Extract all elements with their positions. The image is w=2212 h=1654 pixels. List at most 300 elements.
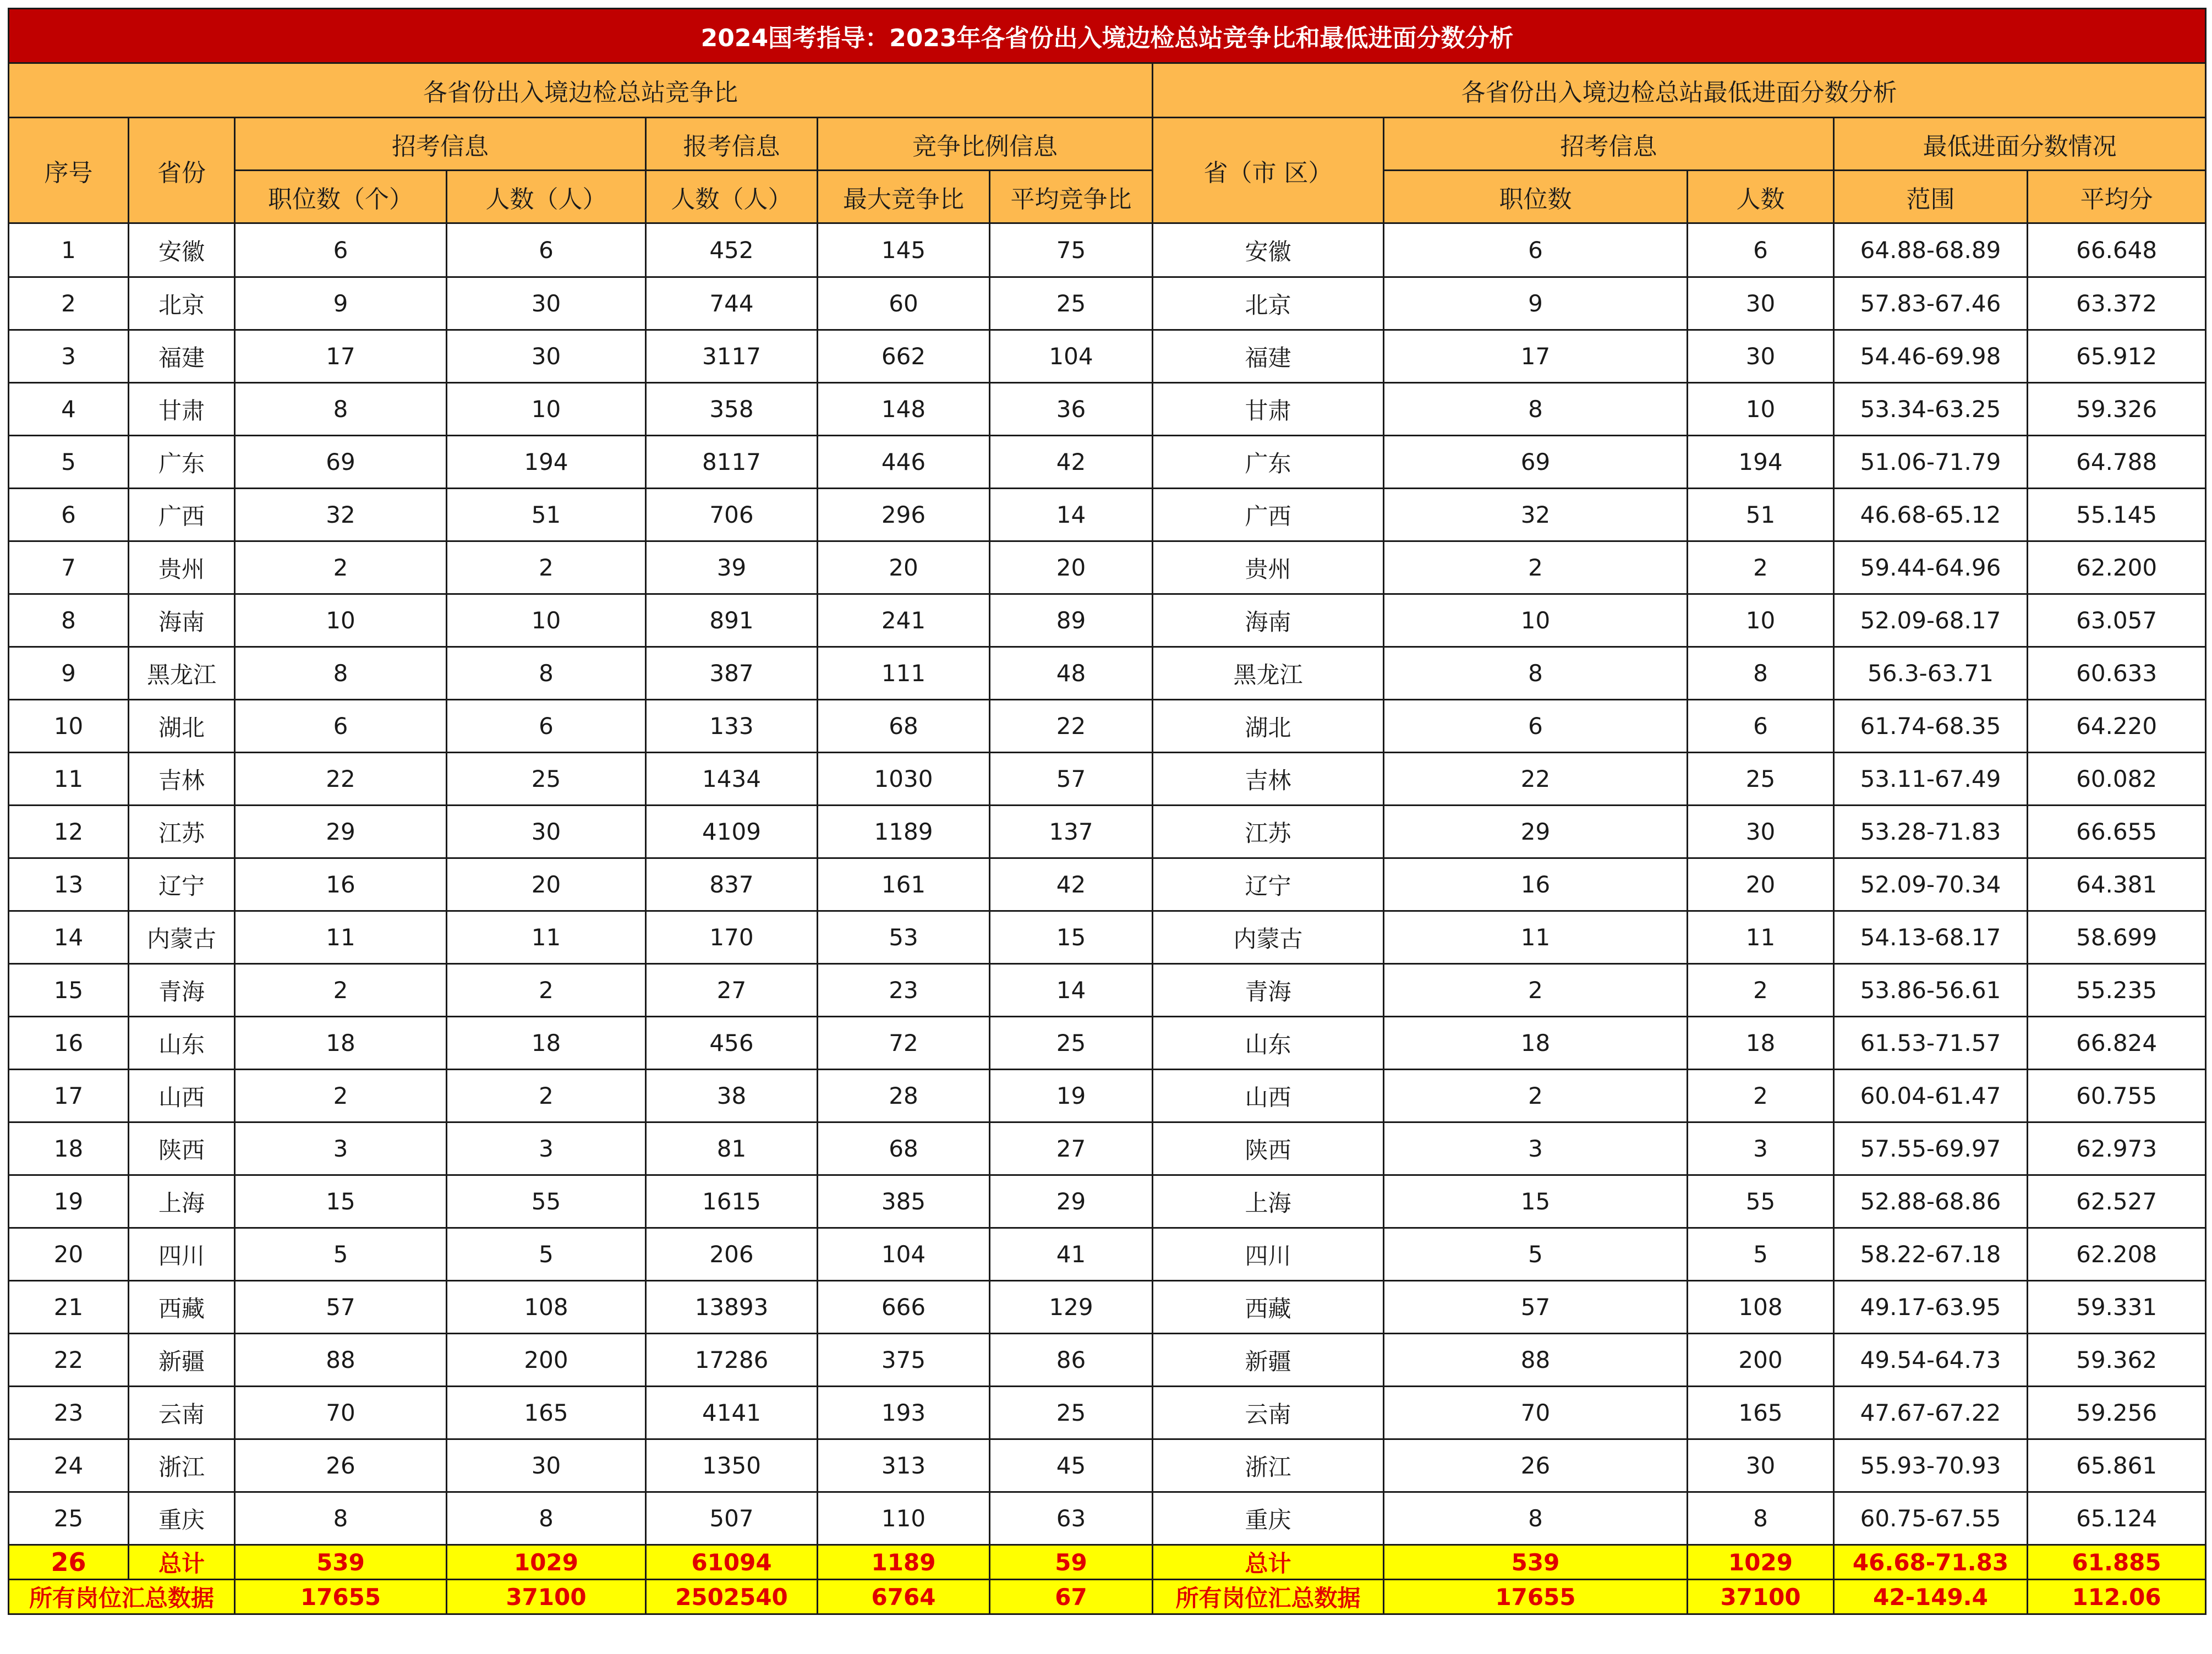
cell-positions: 18 <box>235 1017 447 1070</box>
cell-province-right: 山东 <box>1153 1017 1384 1070</box>
col-range-header: 范围 <box>1834 171 2028 223</box>
all-positions-label: 所有岗位汇总数据 <box>9 1580 235 1614</box>
total-row <box>9 1545 2206 1580</box>
cell-positions: 2 <box>235 1070 447 1122</box>
col-applicants-header: 人数（人） <box>646 171 818 223</box>
cell-applicants: 81 <box>646 1122 818 1175</box>
cell-positions: 70 <box>235 1387 447 1439</box>
table-row <box>9 806 2206 858</box>
cell-range: 57.83-67.46 <box>1834 277 2028 330</box>
cell-positions: 8 <box>235 383 447 436</box>
total-range: 46.68-71.83 <box>1834 1545 2028 1580</box>
cell-province: 福建 <box>129 330 235 383</box>
cell-seq: 6 <box>9 489 129 541</box>
cell-seq: 24 <box>9 1439 129 1492</box>
cell-applicants: 358 <box>646 383 818 436</box>
cell-avg-score: 60.082 <box>2028 753 2206 806</box>
cell-positions: 10 <box>235 594 447 647</box>
col-max-ratio-header: 最大竞争比 <box>818 171 990 223</box>
cell-positions: 11 <box>235 911 447 964</box>
cell-avg-score: 59.326 <box>2028 383 2206 436</box>
cell-people-right: 6 <box>1688 700 1834 753</box>
cell-positions-right: 8 <box>1384 383 1688 436</box>
col-province-city-header: 省（市 区） <box>1153 118 1384 223</box>
cell-province: 海南 <box>129 594 235 647</box>
cell-people-right: 2 <box>1688 541 1834 594</box>
cell-positions-right: 11 <box>1384 911 1688 964</box>
cell-province-right: 湖北 <box>1153 700 1384 753</box>
cell-max-ratio: 296 <box>818 489 990 541</box>
cell-province: 新疆 <box>129 1334 235 1387</box>
cell-province-right: 安徽 <box>1153 223 1384 277</box>
cell-max-ratio: 68 <box>818 700 990 753</box>
table-row <box>9 489 2206 541</box>
table-row <box>9 1122 2206 1175</box>
cell-avg-ratio: 41 <box>990 1228 1153 1281</box>
all-positions-max-ratio: 6764 <box>818 1580 990 1614</box>
total-applicants: 61094 <box>646 1545 818 1580</box>
cell-positions: 2 <box>235 964 447 1017</box>
cell-avg-ratio: 42 <box>990 858 1153 911</box>
apply-info-header: 报考信息 <box>646 118 818 171</box>
cell-applicants: 8117 <box>646 436 818 489</box>
cell-province: 甘肃 <box>129 383 235 436</box>
cell-avg-score: 55.235 <box>2028 964 2206 1017</box>
total-label: 总计 <box>129 1545 235 1580</box>
cell-range: 52.88-68.86 <box>1834 1175 2028 1228</box>
col-positions-header: 职位数（个） <box>235 171 447 223</box>
cell-avg-score: 65.912 <box>2028 330 2206 383</box>
cell-seq: 11 <box>9 753 129 806</box>
cell-seq: 15 <box>9 964 129 1017</box>
table-row <box>9 1387 2206 1439</box>
cell-avg-ratio: 14 <box>990 964 1153 1017</box>
all-positions-positions-right: 17655 <box>1384 1580 1688 1614</box>
cell-people-right: 30 <box>1688 330 1834 383</box>
cell-people-right: 25 <box>1688 753 1834 806</box>
cell-people: 108 <box>447 1281 646 1334</box>
cell-max-ratio: 1030 <box>818 753 990 806</box>
cell-applicants: 1350 <box>646 1439 818 1492</box>
cell-max-ratio: 60 <box>818 277 990 330</box>
cell-people-right: 8 <box>1688 647 1834 700</box>
cell-province-right: 广东 <box>1153 436 1384 489</box>
cell-positions-right: 2 <box>1384 541 1688 594</box>
cell-range: 61.74-68.35 <box>1834 700 2028 753</box>
cell-province: 重庆 <box>129 1492 235 1545</box>
cell-avg-ratio: 20 <box>990 541 1153 594</box>
cell-max-ratio: 28 <box>818 1070 990 1122</box>
cell-avg-score: 64.220 <box>2028 700 2206 753</box>
cell-people-right: 55 <box>1688 1175 1834 1228</box>
page-title: 2024国考指导：2023年各省份出入境边检总站竞争比和最低进面分数分析 <box>9 9 2206 63</box>
cell-max-ratio: 72 <box>818 1017 990 1070</box>
table-row <box>9 330 2206 383</box>
cell-range: 53.28-71.83 <box>1834 806 2028 858</box>
cell-seq: 12 <box>9 806 129 858</box>
cell-people: 10 <box>447 383 646 436</box>
cell-avg-ratio: 89 <box>990 594 1153 647</box>
cell-seq: 25 <box>9 1492 129 1545</box>
cell-positions-right: 88 <box>1384 1334 1688 1387</box>
cell-max-ratio: 1189 <box>818 806 990 858</box>
cell-province: 北京 <box>129 277 235 330</box>
cell-people-right: 30 <box>1688 806 1834 858</box>
col-seq-header: 序号 <box>9 118 129 223</box>
cell-avg-ratio: 36 <box>990 383 1153 436</box>
cell-province-right: 陕西 <box>1153 1122 1384 1175</box>
cell-people: 25 <box>447 753 646 806</box>
cell-avg-score: 60.755 <box>2028 1070 2206 1122</box>
cell-range: 52.09-70.34 <box>1834 858 2028 911</box>
cell-province-right: 福建 <box>1153 330 1384 383</box>
total-seq: 26 <box>9 1545 129 1580</box>
cell-people: 10 <box>447 594 646 647</box>
cell-avg-ratio: 19 <box>990 1070 1153 1122</box>
cell-province-right: 新疆 <box>1153 1334 1384 1387</box>
cell-seq: 22 <box>9 1334 129 1387</box>
cell-people-right: 11 <box>1688 911 1834 964</box>
cell-max-ratio: 68 <box>818 1122 990 1175</box>
all-positions-row <box>9 1580 2206 1614</box>
cell-range: 59.44-64.96 <box>1834 541 2028 594</box>
cell-applicants: 170 <box>646 911 818 964</box>
cell-applicants: 133 <box>646 700 818 753</box>
table-row <box>9 383 2206 436</box>
all-positions-positions: 17655 <box>235 1580 447 1614</box>
cell-province-right: 江苏 <box>1153 806 1384 858</box>
cell-province-right: 内蒙古 <box>1153 911 1384 964</box>
cell-avg-ratio: 57 <box>990 753 1153 806</box>
table-row <box>9 541 2206 594</box>
cell-avg-ratio: 27 <box>990 1122 1153 1175</box>
cell-people-right: 20 <box>1688 858 1834 911</box>
table-body <box>9 223 2206 1545</box>
cell-province-right: 上海 <box>1153 1175 1384 1228</box>
all-positions-people-right: 37100 <box>1688 1580 1834 1614</box>
cell-seq: 10 <box>9 700 129 753</box>
cell-people: 6 <box>447 223 646 277</box>
cell-people-right: 200 <box>1688 1334 1834 1387</box>
cell-seq: 16 <box>9 1017 129 1070</box>
cell-range: 47.67-67.22 <box>1834 1387 2028 1439</box>
cell-avg-score: 66.824 <box>2028 1017 2206 1070</box>
cell-people-right: 2 <box>1688 1070 1834 1122</box>
cell-people-right: 51 <box>1688 489 1834 541</box>
cell-positions-right: 29 <box>1384 806 1688 858</box>
total-max-ratio: 1189 <box>818 1545 990 1580</box>
cell-province: 四川 <box>129 1228 235 1281</box>
cell-province-right: 重庆 <box>1153 1492 1384 1545</box>
cell-avg-score: 58.699 <box>2028 911 2206 964</box>
cell-range: 49.54-64.73 <box>1834 1334 2028 1387</box>
cell-avg-ratio: 14 <box>990 489 1153 541</box>
cell-applicants: 3117 <box>646 330 818 383</box>
cell-avg-ratio: 104 <box>990 330 1153 383</box>
cell-avg-score: 60.633 <box>2028 647 2206 700</box>
cell-positions: 88 <box>235 1334 447 1387</box>
table-row <box>9 594 2206 647</box>
cell-avg-ratio: 25 <box>990 1017 1153 1070</box>
cell-province: 广东 <box>129 436 235 489</box>
cell-max-ratio: 145 <box>818 223 990 277</box>
table-row <box>9 223 2206 277</box>
cell-people-right: 8 <box>1688 1492 1834 1545</box>
cell-avg-ratio: 48 <box>990 647 1153 700</box>
all-positions-avg-ratio: 67 <box>990 1580 1153 1614</box>
cell-positions: 57 <box>235 1281 447 1334</box>
cell-people-right: 108 <box>1688 1281 1834 1334</box>
table-row <box>9 858 2206 911</box>
recruit-info-right-header: 招考信息 <box>1384 118 1834 171</box>
cell-applicants: 456 <box>646 1017 818 1070</box>
cell-avg-ratio: 15 <box>990 911 1153 964</box>
cell-province-right: 广西 <box>1153 489 1384 541</box>
cell-seq: 1 <box>9 223 129 277</box>
cell-province: 内蒙古 <box>129 911 235 964</box>
cell-range: 51.06-71.79 <box>1834 436 2028 489</box>
cell-positions: 22 <box>235 753 447 806</box>
cell-range: 53.86-56.61 <box>1834 964 2028 1017</box>
cell-seq: 4 <box>9 383 129 436</box>
cell-province-right: 山西 <box>1153 1070 1384 1122</box>
cell-people: 51 <box>447 489 646 541</box>
cell-province-right: 黑龙江 <box>1153 647 1384 700</box>
cell-people: 55 <box>447 1175 646 1228</box>
cell-positions-right: 57 <box>1384 1281 1688 1334</box>
cell-max-ratio: 385 <box>818 1175 990 1228</box>
cell-avg-score: 62.208 <box>2028 1228 2206 1281</box>
cell-positions-right: 9 <box>1384 277 1688 330</box>
cell-range: 46.68-65.12 <box>1834 489 2028 541</box>
cell-avg-ratio: 75 <box>990 223 1153 277</box>
cell-people-right: 2 <box>1688 964 1834 1017</box>
table-row <box>9 911 2206 964</box>
cell-province-right: 北京 <box>1153 277 1384 330</box>
table-row <box>9 436 2206 489</box>
cell-applicants: 1434 <box>646 753 818 806</box>
cell-positions-right: 2 <box>1384 1070 1688 1122</box>
table-row <box>9 1175 2206 1228</box>
total-avg-ratio: 59 <box>990 1545 1153 1580</box>
cell-province-right: 西藏 <box>1153 1281 1384 1334</box>
cell-positions-right: 18 <box>1384 1017 1688 1070</box>
cell-avg-score: 62.973 <box>2028 1122 2206 1175</box>
cell-range: 53.34-63.25 <box>1834 383 2028 436</box>
cell-seq: 18 <box>9 1122 129 1175</box>
cell-avg-score: 66.648 <box>2028 223 2206 277</box>
total-label-right: 总计 <box>1153 1545 1384 1580</box>
cell-avg-score: 55.145 <box>2028 489 2206 541</box>
cell-people: 8 <box>447 1492 646 1545</box>
cell-positions: 17 <box>235 330 447 383</box>
cell-seq: 3 <box>9 330 129 383</box>
cell-range: 56.3-63.71 <box>1834 647 2028 700</box>
cell-avg-ratio: 129 <box>990 1281 1153 1334</box>
col-people-right-header: 人数 <box>1688 171 1834 223</box>
cell-positions-right: 15 <box>1384 1175 1688 1228</box>
cell-positions-right: 6 <box>1384 223 1688 277</box>
total-people-right: 1029 <box>1688 1545 1834 1580</box>
cell-max-ratio: 193 <box>818 1387 990 1439</box>
cell-avg-score: 59.331 <box>2028 1281 2206 1334</box>
col-avg-ratio-header: 平均竞争比 <box>990 171 1153 223</box>
cell-people-right: 194 <box>1688 436 1834 489</box>
cell-avg-score: 64.788 <box>2028 436 2206 489</box>
cell-range: 54.13-68.17 <box>1834 911 2028 964</box>
cell-applicants: 206 <box>646 1228 818 1281</box>
cell-max-ratio: 23 <box>818 964 990 1017</box>
table-row <box>9 964 2206 1017</box>
spreadsheet <box>8 8 2205 1615</box>
cell-positions: 6 <box>235 223 447 277</box>
cell-people: 30 <box>447 806 646 858</box>
cell-avg-score: 66.655 <box>2028 806 2206 858</box>
cell-people-right: 6 <box>1688 223 1834 277</box>
cell-seq: 19 <box>9 1175 129 1228</box>
cell-avg-ratio: 137 <box>990 806 1153 858</box>
cell-avg-score: 62.527 <box>2028 1175 2206 1228</box>
cell-province: 江苏 <box>129 806 235 858</box>
cell-avg-ratio: 42 <box>990 436 1153 489</box>
cell-avg-ratio: 63 <box>990 1492 1153 1545</box>
cell-people-right: 3 <box>1688 1122 1834 1175</box>
cell-province-right: 青海 <box>1153 964 1384 1017</box>
right-section-header: 各省份出入境边检总站最低进面分数分析 <box>1153 63 2206 118</box>
cell-positions: 69 <box>235 436 447 489</box>
cell-people-right: 5 <box>1688 1228 1834 1281</box>
cell-people: 30 <box>447 277 646 330</box>
cell-province-right: 贵州 <box>1153 541 1384 594</box>
cell-avg-ratio: 86 <box>990 1334 1153 1387</box>
cell-avg-score: 65.124 <box>2028 1492 2206 1545</box>
cell-seq: 13 <box>9 858 129 911</box>
cell-max-ratio: 241 <box>818 594 990 647</box>
cell-province: 贵州 <box>129 541 235 594</box>
cell-seq: 2 <box>9 277 129 330</box>
cell-positions: 2 <box>235 541 447 594</box>
cell-positions-right: 69 <box>1384 436 1688 489</box>
cell-province: 黑龙江 <box>129 647 235 700</box>
cell-max-ratio: 104 <box>818 1228 990 1281</box>
cell-positions-right: 10 <box>1384 594 1688 647</box>
cell-range: 57.55-69.97 <box>1834 1122 2028 1175</box>
cell-applicants: 891 <box>646 594 818 647</box>
cell-applicants: 452 <box>646 223 818 277</box>
cell-range: 58.22-67.18 <box>1834 1228 2028 1281</box>
cell-positions-right: 70 <box>1384 1387 1688 1439</box>
data-table <box>8 8 2206 1615</box>
cell-people-right: 165 <box>1688 1387 1834 1439</box>
cell-applicants: 744 <box>646 277 818 330</box>
cell-people-right: 10 <box>1688 383 1834 436</box>
col-people-header: 人数（人） <box>447 171 646 223</box>
cell-positions: 32 <box>235 489 447 541</box>
cell-avg-ratio: 25 <box>990 277 1153 330</box>
cell-applicants: 507 <box>646 1492 818 1545</box>
cell-range: 52.09-68.17 <box>1834 594 2028 647</box>
cell-applicants: 17286 <box>646 1334 818 1387</box>
cell-positions: 26 <box>235 1439 447 1492</box>
cell-avg-score: 63.372 <box>2028 277 2206 330</box>
cell-province-right: 吉林 <box>1153 753 1384 806</box>
cell-people: 194 <box>447 436 646 489</box>
cell-people-right: 10 <box>1688 594 1834 647</box>
cell-avg-ratio: 29 <box>990 1175 1153 1228</box>
cell-province: 云南 <box>129 1387 235 1439</box>
cell-positions: 16 <box>235 858 447 911</box>
cell-people: 30 <box>447 1439 646 1492</box>
cell-province: 吉林 <box>129 753 235 806</box>
cell-avg-score: 63.057 <box>2028 594 2206 647</box>
cell-positions-right: 6 <box>1384 700 1688 753</box>
cell-max-ratio: 375 <box>818 1334 990 1387</box>
cell-avg-score: 59.362 <box>2028 1334 2206 1387</box>
total-avg-score: 61.885 <box>2028 1545 2206 1580</box>
cell-max-ratio: 110 <box>818 1492 990 1545</box>
cell-positions-right: 2 <box>1384 964 1688 1017</box>
cell-range: 55.93-70.93 <box>1834 1439 2028 1492</box>
cell-positions-right: 17 <box>1384 330 1688 383</box>
table-row <box>9 1334 2206 1387</box>
cell-avg-ratio: 25 <box>990 1387 1153 1439</box>
col-province-header: 省份 <box>129 118 235 223</box>
cell-max-ratio: 666 <box>818 1281 990 1334</box>
table-row <box>9 1017 2206 1070</box>
cell-province-right: 辽宁 <box>1153 858 1384 911</box>
cell-applicants: 13893 <box>646 1281 818 1334</box>
total-positions-right: 539 <box>1384 1545 1688 1580</box>
cell-seq: 14 <box>9 911 129 964</box>
cell-province-right: 海南 <box>1153 594 1384 647</box>
cell-max-ratio: 446 <box>818 436 990 489</box>
cell-applicants: 706 <box>646 489 818 541</box>
cell-seq: 7 <box>9 541 129 594</box>
cell-people: 165 <box>447 1387 646 1439</box>
cell-positions-right: 26 <box>1384 1439 1688 1492</box>
cell-province: 辽宁 <box>129 858 235 911</box>
cell-range: 60.04-61.47 <box>1834 1070 2028 1122</box>
cell-avg-score: 64.381 <box>2028 858 2206 911</box>
cell-province: 上海 <box>129 1175 235 1228</box>
cell-province-right: 四川 <box>1153 1228 1384 1281</box>
cell-range: 49.17-63.95 <box>1834 1281 2028 1334</box>
col-avg-score-header: 平均分 <box>2028 171 2206 223</box>
cell-max-ratio: 20 <box>818 541 990 594</box>
cell-people: 11 <box>447 911 646 964</box>
cell-avg-score: 62.200 <box>2028 541 2206 594</box>
cell-range: 60.75-67.55 <box>1834 1492 2028 1545</box>
left-section-header: 各省份出入境边检总站竞争比 <box>9 63 1153 118</box>
cell-seq: 8 <box>9 594 129 647</box>
cell-applicants: 27 <box>646 964 818 1017</box>
table-row <box>9 753 2206 806</box>
cell-seq: 23 <box>9 1387 129 1439</box>
cell-applicants: 39 <box>646 541 818 594</box>
cell-positions-right: 32 <box>1384 489 1688 541</box>
table-row <box>9 647 2206 700</box>
cell-people: 20 <box>447 858 646 911</box>
cell-avg-ratio: 22 <box>990 700 1153 753</box>
table-row <box>9 277 2206 330</box>
cell-positions: 9 <box>235 277 447 330</box>
table-row <box>9 1228 2206 1281</box>
cell-positions: 5 <box>235 1228 447 1281</box>
cell-avg-score: 65.861 <box>2028 1439 2206 1492</box>
cell-people: 2 <box>447 964 646 1017</box>
cell-max-ratio: 53 <box>818 911 990 964</box>
cell-positions-right: 8 <box>1384 1492 1688 1545</box>
